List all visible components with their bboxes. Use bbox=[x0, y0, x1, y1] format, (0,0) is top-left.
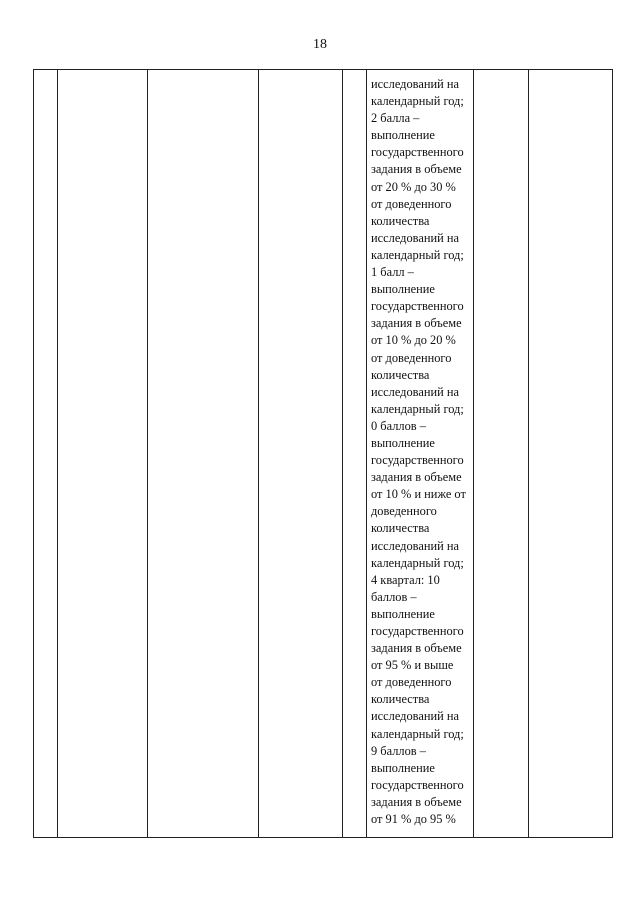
criteria-line: выполнение bbox=[371, 435, 435, 450]
criteria-line: выполнение bbox=[371, 606, 435, 621]
criteria-line: исследований на bbox=[371, 230, 459, 245]
criteria-line: выполнение bbox=[371, 760, 435, 775]
criteria-line: от 91 % до 95 % bbox=[371, 812, 456, 827]
criteria-line: количества bbox=[371, 213, 430, 228]
criteria-line: государственного bbox=[371, 145, 464, 160]
criteria-line: от доведенного bbox=[371, 350, 452, 365]
criteria-line: государственного bbox=[371, 453, 464, 468]
criteria-line: от 10 % и ниже от bbox=[371, 487, 466, 502]
criteria-line: календарный год; bbox=[371, 247, 464, 262]
criteria-line: от 10 % до 20 % bbox=[371, 333, 456, 348]
criteria-line: исследований на bbox=[371, 538, 459, 553]
criteria-line: задания в объеме bbox=[371, 470, 462, 485]
criteria-line: задания в объеме bbox=[371, 162, 462, 177]
criteria-text-block bbox=[371, 76, 470, 828]
criteria-line: доведенного bbox=[371, 504, 437, 519]
criteria-line: 0 баллов – bbox=[371, 418, 426, 433]
criteria-line: количества bbox=[371, 367, 430, 382]
criteria-table bbox=[33, 69, 613, 838]
criteria-line: от доведенного bbox=[371, 196, 452, 211]
criteria-line: исследований на bbox=[371, 77, 459, 91]
criteria-line: календарный год; bbox=[371, 401, 464, 416]
table-row bbox=[34, 70, 613, 838]
criteria-line: государственного bbox=[371, 299, 464, 314]
cell-col-8 bbox=[529, 70, 613, 838]
page-number: 18 bbox=[313, 37, 327, 52]
criteria-line: календарный год; bbox=[371, 726, 464, 741]
cell-col-2 bbox=[58, 70, 148, 838]
criteria-line: выполнение bbox=[371, 282, 435, 297]
criteria-line: задания в объеме bbox=[371, 641, 462, 656]
cell-col-7 bbox=[474, 70, 529, 838]
criteria-line: задания в объеме bbox=[371, 794, 462, 809]
criteria-line: государственного bbox=[371, 624, 464, 638]
criteria-line: государственного bbox=[371, 777, 464, 792]
criteria-line: от 20 % до 30 % bbox=[371, 179, 456, 194]
cell-col-4 bbox=[259, 70, 343, 838]
cell-col-1 bbox=[34, 70, 58, 838]
criteria-line: 4 квартал: 10 bbox=[371, 572, 440, 587]
criteria-line: задания в объеме bbox=[371, 316, 462, 331]
criteria-line: 1 балл – bbox=[371, 265, 414, 280]
cell-criteria-text bbox=[367, 70, 474, 838]
criteria-line: календарный год; bbox=[371, 555, 464, 570]
cell-col-5 bbox=[343, 70, 367, 838]
criteria-line: календарный год; bbox=[371, 94, 464, 109]
criteria-line: баллов – bbox=[371, 589, 417, 604]
criteria-line: от 95 % и выше bbox=[371, 658, 454, 673]
criteria-line: исследований на bbox=[371, 384, 459, 399]
criteria-line: от доведенного bbox=[371, 675, 452, 690]
criteria-line: выполнение bbox=[371, 128, 435, 143]
criteria-line: 9 баллов – bbox=[371, 743, 426, 758]
criteria-line: исследований на bbox=[371, 709, 459, 724]
criteria-table-wrapper bbox=[33, 69, 613, 838]
criteria-line: количества bbox=[371, 692, 430, 707]
criteria-line: количества bbox=[371, 521, 430, 536]
criteria-line: 2 балла – bbox=[371, 111, 420, 126]
cell-col-3 bbox=[148, 70, 259, 838]
